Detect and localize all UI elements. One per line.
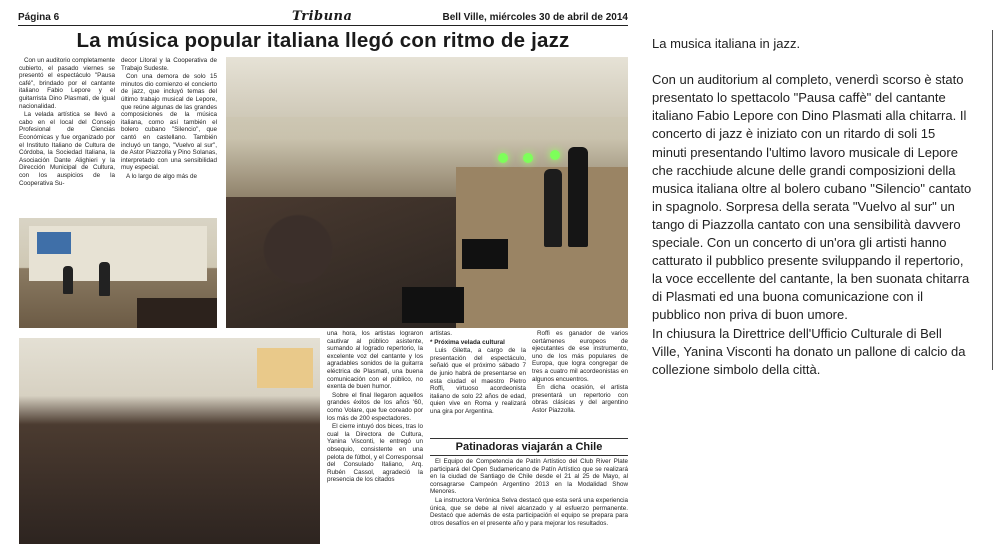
paragraph: El Equipo de Competencia de Patín Artístico del Club River Plate participará del Open Sudamericano de Patín Artístico que se realizará en la ciudad de Santiago de Chile desde el 21 al 25 de Mayo, al consagrarse Campeón Argentino 2013 en la Modalidad Show Menores.: [430, 458, 628, 496]
article-column-3: [327, 330, 423, 544]
issue-date: Bell Ville, miércoles 30 de abril de 2014: [442, 12, 628, 23]
paragraph: La instructora Verónica Selva destacó que esta será una experiencia única, que se debe al nivel alcanzado y al esfuerzo permanente. Destacó que además de esta participación el equipo se prepara para otros desafíos en el presente año y para mejorar los resultados.: [430, 496, 628, 527]
newspaper-logo: Tribuna: [292, 9, 353, 24]
paragraph: Roffi es ganador de varios certámenes europeos de ejecutantes de ese instrumento, uno de los más populares de Europa, que logra congregar de tres a cuatro mil acordeonistas en algunos encuentros.: [532, 330, 628, 383]
translation-text: [652, 35, 982, 379]
photo-singer: [568, 147, 588, 247]
second-article-body: [430, 458, 628, 546]
photo-audience: [19, 338, 320, 544]
paragraph: una hora, los artistas lograron cautivar al público asistente, sumando al logrado repertorio, la excelente voz del cantante y los agradables sonidos de la guitarra eléctrica de Plasmati, una buena comunicación con el público, no exenta de buen humor.: [327, 330, 423, 391]
page-header: [18, 10, 628, 26]
paragraph: Luis Giletta, a cargo de la presentación del espectáculo, señaló que el próximo sábado 7 de junio habrá de presentarse en esta ciudad el maestro Pietro Roffi, virtuoso acordeonista italiano de solo 22 años de edad, quien vive en Roma y realizará una gira por Argentina.: [430, 347, 526, 415]
translation-line: italiano Fabio Lepore con Dino Plasmati alla chitarra. Il: [652, 108, 967, 124]
paragraph: Con un auditorio completamente cubierto, el pasado viernes se presentó el espectáculo "Pausa café", brindado por el cantante italiano Fabio Lepore y el guitarrista Dino Plasmati, de igual nacionalidad.: [19, 57, 115, 110]
translation-line: di Plasmati ed una buona comunicazione con il: [652, 289, 924, 305]
translation-line: che racchiude alcune delle grandi composizioni della: [652, 162, 956, 178]
translation-line: speciale. Con un concerto di un'ora gli artisti hanno: [652, 235, 947, 251]
article-column-5: [532, 330, 628, 436]
translation-line: musica italiana oltre al bolero cubano "Silencio" cantato: [652, 180, 972, 196]
translation-line: Con un auditorium al completo, venerdì scorso è stato: [652, 72, 964, 88]
translation-title: La musica italiana in jazz.: [652, 36, 801, 51]
section-rule: [430, 455, 628, 456]
translation-line: tango di Piazzolla cantato con una sensibilità davvero: [652, 216, 961, 232]
photo-green-light: [523, 153, 533, 163]
translation-line: collezione simbolo della città.: [652, 361, 821, 377]
paragraph: La velada artística se llevó a cabo en el local del Consejo Profesional de Ciencias Económicas y fue organizado por el Instituto Italiano de Cultura de Córdoba, la Sociedad Italiana, la Asociación Dante Alighieri y la Dirección Municipal de Cultura, con los auspicios de la Cooperativa Su-: [19, 111, 115, 187]
paragraph: A lo largo de algo más de: [126, 172, 198, 180]
page-number: Página 6: [18, 12, 60, 23]
article-column-2: [121, 57, 217, 215]
translation-line: concerto di jazz è iniziato con un ritardo di soli 15: [652, 126, 936, 142]
photo-concert-wide: [226, 57, 628, 328]
translation-line: la voce eccellente del cantante, la ben suonata chitarra: [652, 271, 970, 287]
translation-line: presentato lo spettacolo "Pausa caffè" del cantante: [652, 90, 946, 106]
translation-lines: [652, 71, 982, 379]
photo-green-light: [498, 153, 508, 163]
second-headline: Patinadoras viajarán a Chile: [455, 441, 603, 453]
photo-audience-heads: [137, 298, 217, 328]
paragraph: decor Litoral y la Cooperativa de Trabajo Sudeste.: [121, 57, 217, 72]
article-column-1: [19, 57, 115, 215]
paragraph: En dicha ocasión, el artista presentará un repertorio con obras clásicas y del argentino Astor Piazzolla.: [532, 384, 628, 414]
photo-guitarist: [63, 266, 73, 294]
translation-line: pubblico non priva di buon umore.: [652, 307, 848, 323]
article-column-4: [430, 330, 526, 436]
paragraph: El cierre intuyó dos bices, tras lo cual la Directora de Cultura, Yanina Visconti, le entregó un obsequio, consistente en una pelota de fútbol, y el Corresponsal del Consulado Italiano, Arq. Rubén Cassol, agradeció la presencia de los citados: [327, 423, 423, 484]
photo-window: [257, 348, 313, 388]
translation-line: in spagnolo. Sorpresa della serata "Vuelvo al sur" un: [652, 198, 955, 214]
photo-speaker: [402, 287, 464, 323]
paragraph: artistas.: [430, 330, 453, 337]
photo-ceiling: [226, 57, 628, 117]
photo-green-light: [550, 150, 560, 160]
section-rule: [430, 438, 628, 439]
blank-line: [652, 53, 982, 71]
photo-speaker: [462, 239, 508, 269]
translation-line: In chiusura la Direttrice dell'Ufficio Culturale di Bell: [652, 325, 942, 341]
article-headline: La música popular italiana llegó con ritmo de jazz: [76, 29, 570, 52]
photo-guitarist: [544, 169, 562, 247]
photo-concert-stage: [19, 218, 217, 328]
translation-line: catturato il pubblico presente sviluppando il repertorio,: [652, 253, 964, 269]
paragraph: Con una demora de solo 15 minutos dio comienzo el concierto de jazz, que incluyó temas del último trabajo musical de Lepore, que reúne algunas de las grandes composiciones de la música italiana, como así también el bolero cubano "Silencio", que cantó en castellano. También incluyó un tango, "Vuelvo al sur", de Astor Piazzolla y Pino Solanas, interpretado con una sensibilidad muy especial.: [121, 73, 217, 172]
translation-line: minuti presentando l'ultimo lavoro musicale di Lepore: [652, 144, 958, 160]
translation-line: Ville, Yanina Visconti ha donato un pallone di calcio da: [652, 343, 966, 359]
subheading: * Próxima velada cultural: [430, 338, 505, 346]
photo-screen: [37, 232, 71, 254]
photo-singer: [99, 262, 110, 296]
header-rule: [18, 25, 628, 26]
paragraph: Sobre el final llegaron aquellos grandes éxitos de los años '60, como Volare, que fue coreado por los más de 200 espectadores.: [327, 391, 423, 422]
